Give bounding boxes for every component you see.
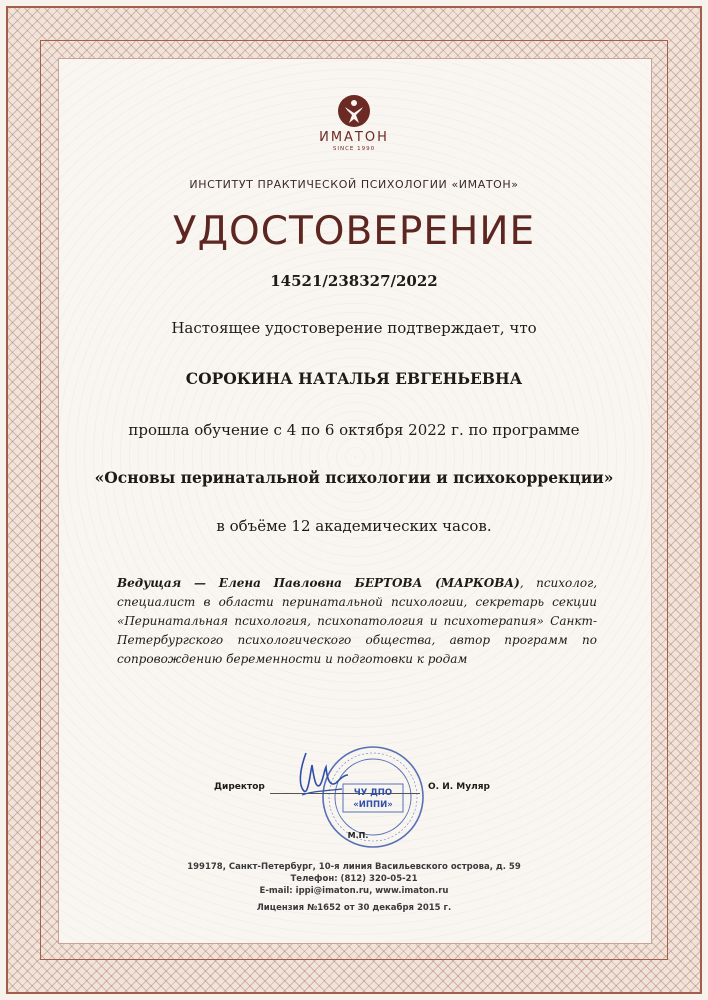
leader-description: , психолог, специалист в области перинатальной психологии, секретарь секции «Перинатальная психология, психопатология и психотерапия» Санкт-Петербургского психологического общества, автор программ по сопровождению беременности и подготовки к родам [117,576,598,666]
footer-phone: Телефон: (812) 320-05-21 [290,874,418,884]
footer-address: 199178, Санкт-Петербург, 10-я линия Васильевского острова, д. 59 [187,862,521,872]
leader-name: Ведущая — Елена Павловна БЕРТОВА (МАРКОВА) [117,576,520,590]
study-period: прошла обучение с 4 по 6 октября 2022 г. по программе [128,421,580,439]
confirm-text: Настоящее удостоверение подтверждает, что [171,319,537,337]
stamp-text-line1: ЧУ ДПО [353,788,393,798]
director-name: О. И. Муляр [428,782,490,792]
study-volume: в объёме 12 академических часов. [216,517,492,535]
footer-email: E-mail: ippi@imaton.ru, www.imaton.ru [259,886,449,896]
document-title: УДОСТОВЕРЕНИЕ [172,209,536,254]
official-stamp [318,742,428,852]
imaton-logo [0,94,708,152]
stamp-mp-label: М.П. [347,831,369,840]
leader-paragraph [117,574,597,669]
logo-name: ИМАТОН [319,130,389,145]
institute-name: ИНСТИТУТ ПРАКТИЧЕСКОЙ ПСИХОЛОГИИ «ИМАТОН» [189,178,519,191]
director-label: Директор [214,782,265,792]
stamp-text-line2: «ИППИ» [353,800,393,810]
imaton-emblem-icon [337,94,371,128]
holder-name: СОРОКИНА НАТАЛЬЯ ЕВГЕНЬЕВНА [185,369,523,388]
program-name: «Основы перинатальной психологии и психокоррекции» [94,468,614,487]
footer-license: Лицензия №1652 от 30 декабря 2015 г. [256,903,452,913]
logo-since: SINCE 1990 [332,146,376,152]
certificate-number: 14521/238327/2022 [270,272,438,290]
